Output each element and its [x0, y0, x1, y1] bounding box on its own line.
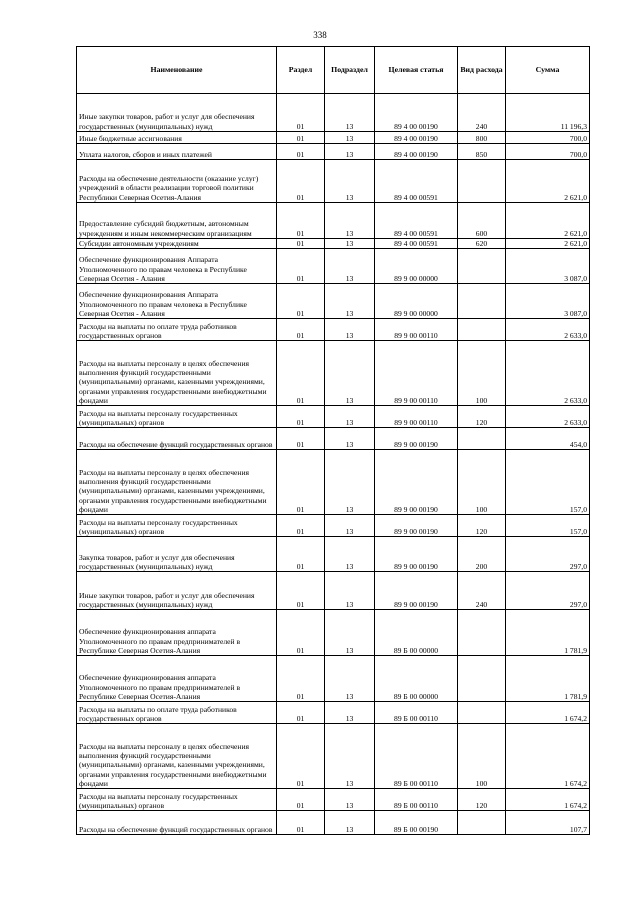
table-row: [77, 572, 590, 610]
row-podrazdel: 13: [325, 341, 375, 406]
row-name: Иные бюджетные ассигнования: [77, 132, 277, 144]
row-podrazdel: 13: [325, 239, 375, 249]
row-razdel: 01: [277, 656, 325, 702]
row-vid: 120: [458, 515, 506, 537]
row-vid: [458, 160, 506, 203]
row-summa: 700,0: [506, 144, 590, 160]
row-name: Расходы на выплаты по оплате труда работников государственных органов: [77, 319, 277, 341]
row-name: Обеспечение функционирования Аппарата Уполномоченного по правам человека в Республике Северная Осетия - Алания: [77, 284, 277, 319]
row-statya: 89 9 00 00110: [375, 341, 458, 406]
row-vid: 120: [458, 789, 506, 811]
row-statya: 89 9 00 00190: [375, 537, 458, 572]
row-statya: 89 Б 00 00110: [375, 702, 458, 724]
row-podrazdel: 13: [325, 132, 375, 144]
row-podrazdel: 13: [325, 789, 375, 811]
row-podrazdel: 13: [325, 515, 375, 537]
row-podrazdel: 13: [325, 656, 375, 702]
row-summa: 700,0: [506, 132, 590, 144]
row-statya: 89 9 00 00110: [375, 406, 458, 428]
row-summa: 1 674,2: [506, 724, 590, 789]
header-statya: Целевая статья: [375, 47, 458, 94]
row-statya: 89 9 00 00110: [375, 319, 458, 341]
row-razdel: 01: [277, 319, 325, 341]
table-header-row: [77, 47, 590, 94]
row-statya: 89 4 00 00591: [375, 203, 458, 239]
row-name: Расходы на выплаты персоналу государственных (муниципальных) органов: [77, 406, 277, 428]
table-row: [77, 789, 590, 811]
row-summa: 1 781,9: [506, 610, 590, 656]
row-name: Обеспечение функционирования аппарата Уполномоченного по правам предпринимателей в Республике Северная Осетия-Алания: [77, 610, 277, 656]
row-summa: 2 621,0: [506, 160, 590, 203]
row-name: Расходы на обеспечение деятельности (оказание услуг) учреждений в области реализации торговой политики Республики Северная Осетия-Алания: [77, 160, 277, 203]
row-name: Уплата налогов, сборов и иных платежей: [77, 144, 277, 160]
row-razdel: 01: [277, 94, 325, 132]
row-razdel: 01: [277, 144, 325, 160]
row-razdel: 01: [277, 450, 325, 515]
row-vid: 800: [458, 132, 506, 144]
row-razdel: 01: [277, 249, 325, 284]
row-statya: 89 9 00 00190: [375, 450, 458, 515]
table-row: [77, 94, 590, 132]
table-row: [77, 144, 590, 160]
row-razdel: 01: [277, 132, 325, 144]
table-row: [77, 428, 590, 450]
table-row: [77, 239, 590, 249]
row-name: Расходы на выплаты по оплате труда работников государственных органов: [77, 702, 277, 724]
row-name: Закупка товаров, работ и услуг для обеспечения государственных (муниципальных) нужд: [77, 537, 277, 572]
table-row: [77, 249, 590, 284]
row-statya: 89 9 00 00190: [375, 428, 458, 450]
budget-table: [76, 46, 590, 835]
row-summa: 2 633,0: [506, 319, 590, 341]
row-statya: 89 4 00 00591: [375, 239, 458, 249]
row-vid: 600: [458, 203, 506, 239]
row-podrazdel: 13: [325, 203, 375, 239]
table-row: [77, 284, 590, 319]
row-summa: 11 196,3: [506, 94, 590, 132]
table-row: [77, 160, 590, 203]
row-statya: 89 4 00 00190: [375, 94, 458, 132]
table-row: [77, 610, 590, 656]
row-vid: [458, 319, 506, 341]
row-name: Расходы на обеспечение функций государственных органов: [77, 811, 277, 835]
row-podrazdel: 13: [325, 284, 375, 319]
row-podrazdel: 13: [325, 724, 375, 789]
row-razdel: 01: [277, 515, 325, 537]
row-podrazdel: 13: [325, 319, 375, 341]
row-vid: 850: [458, 144, 506, 160]
row-podrazdel: 13: [325, 450, 375, 515]
row-razdel: 01: [277, 724, 325, 789]
table-row: [77, 811, 590, 835]
row-vid: 100: [458, 341, 506, 406]
row-statya: 89 Б 00 00110: [375, 724, 458, 789]
row-name: Расходы на выплаты персоналу в целях обеспечения выполнения функций государственными (муниципальными) органами, казенными учреждениями, органами управления государственными внебюджетными фондами: [77, 341, 277, 406]
row-name: Субсидии автономным учреждениям: [77, 239, 277, 249]
row-statya: 89 4 00 00190: [375, 132, 458, 144]
row-podrazdel: 13: [325, 702, 375, 724]
row-name: Расходы на выплаты персоналу государственных (муниципальных) органов: [77, 515, 277, 537]
row-razdel: 01: [277, 572, 325, 610]
row-summa: 297,0: [506, 537, 590, 572]
row-razdel: 01: [277, 537, 325, 572]
row-vid: [458, 656, 506, 702]
row-statya: 89 9 00 00190: [375, 515, 458, 537]
header-name: Наименование: [77, 47, 277, 94]
table-row: [77, 702, 590, 724]
table-row: [77, 450, 590, 515]
row-summa: 1 674,2: [506, 789, 590, 811]
row-statya: 89 4 00 00190: [375, 144, 458, 160]
table-row: [77, 656, 590, 702]
row-statya: 89 9 00 00000: [375, 284, 458, 319]
row-name: Расходы на выплаты персоналу в целях обеспечения выполнения функций государственными (муниципальными) органами, казенными учреждениями, органами управления государственными внебюджетными фондами: [77, 450, 277, 515]
table-row: [77, 203, 590, 239]
row-podrazdel: 13: [325, 572, 375, 610]
table-row: [77, 724, 590, 789]
row-name: Расходы на выплаты персоналу государственных (муниципальных) органов: [77, 789, 277, 811]
row-vid: 100: [458, 724, 506, 789]
table-row: [77, 537, 590, 572]
row-vid: 120: [458, 406, 506, 428]
row-summa: 454,0: [506, 428, 590, 450]
row-summa: 3 087,0: [506, 249, 590, 284]
row-summa: 2 633,0: [506, 406, 590, 428]
row-statya: 89 Б 00 00110: [375, 789, 458, 811]
row-statya: 89 9 00 00190: [375, 572, 458, 610]
row-razdel: 01: [277, 341, 325, 406]
row-name: Расходы на выплаты персоналу в целях обеспечения выполнения функций государственными (муниципальными) органами, казенными учреждениями, органами управления государственными внебюджетными фондами: [77, 724, 277, 789]
header-summa: Сумма: [506, 47, 590, 94]
row-vid: [458, 702, 506, 724]
table-row: [77, 319, 590, 341]
row-vid: 620: [458, 239, 506, 249]
header-podrazdel: Подраздел: [325, 47, 375, 94]
row-vid: 240: [458, 94, 506, 132]
row-podrazdel: 13: [325, 406, 375, 428]
row-name: Обеспечение функционирования аппарата Уполномоченного по правам предпринимателей в Республике Северная Осетия-Алания: [77, 656, 277, 702]
row-statya: 89 4 00 00591: [375, 160, 458, 203]
row-razdel: 01: [277, 789, 325, 811]
header-razdel: Раздел: [277, 47, 325, 94]
row-name: Расходы на обеспечение функций государственных органов: [77, 428, 277, 450]
row-statya: 89 Б 00 00000: [375, 656, 458, 702]
row-vid: 100: [458, 450, 506, 515]
row-vid: [458, 610, 506, 656]
row-summa: 297,0: [506, 572, 590, 610]
row-summa: 107,7: [506, 811, 590, 835]
row-name: Обеспечение функционирования Аппарата Уполномоченного по правам человека в Республике Северная Осетия - Алания: [77, 249, 277, 284]
row-statya: 89 Б 00 00000: [375, 610, 458, 656]
row-razdel: 01: [277, 428, 325, 450]
table-row: [77, 341, 590, 406]
row-vid: [458, 284, 506, 319]
row-razdel: 01: [277, 406, 325, 428]
page-number: 338: [313, 30, 327, 40]
header-vid: Вид расхода: [458, 47, 506, 94]
row-razdel: 01: [277, 610, 325, 656]
row-summa: 157,0: [506, 515, 590, 537]
row-summa: 2 633,0: [506, 341, 590, 406]
row-name: Иные закупки товаров, работ и услуг для обеспечения государственных (муниципальных) нужд: [77, 572, 277, 610]
row-statya: 89 9 00 00000: [375, 249, 458, 284]
row-razdel: 01: [277, 702, 325, 724]
row-summa: 3 087,0: [506, 284, 590, 319]
row-vid: [458, 249, 506, 284]
row-razdel: 01: [277, 811, 325, 835]
row-name: Предоставление субсидий бюджетным, автономным учреждениям и иным некоммерческим организациям: [77, 203, 277, 239]
row-podrazdel: 13: [325, 610, 375, 656]
row-podrazdel: 13: [325, 811, 375, 835]
row-razdel: 01: [277, 284, 325, 319]
row-summa: 2 621,0: [506, 239, 590, 249]
row-vid: [458, 428, 506, 450]
row-razdel: 01: [277, 160, 325, 203]
row-razdel: 01: [277, 239, 325, 249]
row-vid: [458, 811, 506, 835]
row-podrazdel: 13: [325, 249, 375, 284]
row-podrazdel: 13: [325, 428, 375, 450]
row-name: Иные закупки товаров, работ и услуг для обеспечения государственных (муниципальных) нужд: [77, 94, 277, 132]
table-row: [77, 132, 590, 144]
row-summa: 1 781,9: [506, 656, 590, 702]
row-statya: 89 Б 00 00190: [375, 811, 458, 835]
row-vid: 240: [458, 572, 506, 610]
row-podrazdel: 13: [325, 160, 375, 203]
row-razdel: 01: [277, 203, 325, 239]
table-row: [77, 406, 590, 428]
table-row: [77, 515, 590, 537]
row-vid: 200: [458, 537, 506, 572]
row-summa: 2 621,0: [506, 203, 590, 239]
row-podrazdel: 13: [325, 144, 375, 160]
row-summa: 1 674,2: [506, 702, 590, 724]
row-podrazdel: 13: [325, 94, 375, 132]
row-summa: 157,0: [506, 450, 590, 515]
row-podrazdel: 13: [325, 537, 375, 572]
